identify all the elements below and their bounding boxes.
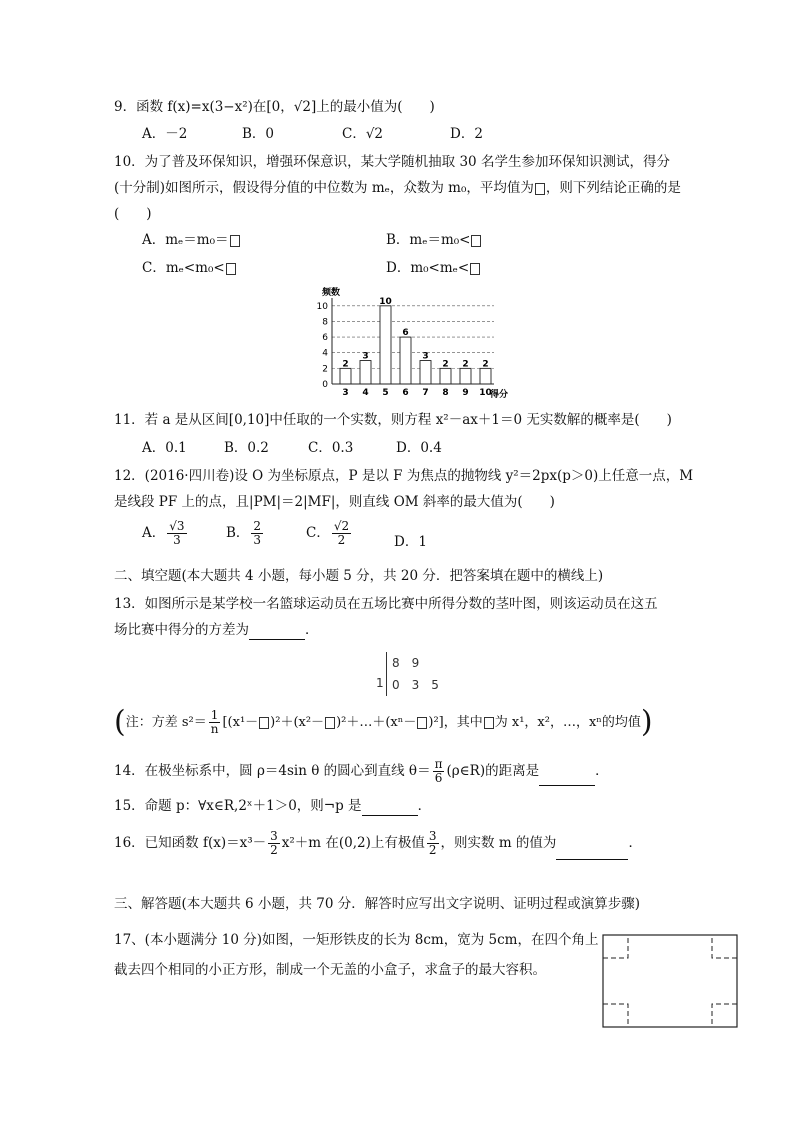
q10-option-a — [142, 230, 241, 250]
x-tick-label: 4 — [362, 388, 369, 398]
note-close-paren: ) — [640, 704, 653, 740]
q16-fraction-1 — [268, 830, 280, 857]
bar — [380, 306, 391, 384]
q14-frac-denominator: 6 — [434, 771, 443, 785]
note-frac-denominator: n — [210, 722, 219, 736]
corner-cut-bottom-right — [712, 1004, 737, 1027]
note-body-1: [(x¹－ — [222, 715, 259, 730]
bar — [420, 361, 431, 384]
q14-prefix: 14．在极坐标系中，圆 ρ＝4sin θ 的圆心到直线 θ＝ — [114, 763, 431, 779]
q13-stem-line2 — [114, 620, 319, 640]
note-body-5: 为 x¹，x²，…，xⁿ的均值 — [494, 715, 641, 730]
q16-fraction-2 — [427, 830, 439, 857]
bar-value-label: 6 — [402, 328, 409, 339]
q14-end: ． — [595, 763, 609, 779]
q10-option-a-text: A．mₑ＝m₀＝ — [142, 232, 229, 248]
mean-symbol-icon — [417, 717, 427, 729]
q12-option-a — [142, 520, 189, 547]
q10-stem-line2-text: (十分制)如图所示，假设得分值的中位数为 mₑ，众数为 m₀，平均值为 — [114, 180, 534, 196]
x-tick-label: 3 — [342, 388, 349, 398]
q12-option-b-denominator: 3 — [253, 533, 262, 547]
q16-frac2-denominator: 2 — [428, 843, 437, 857]
q11-option-c: C．0.3 — [308, 440, 354, 456]
bar — [360, 361, 371, 384]
q10-option-b — [386, 230, 482, 250]
q9-option-a: A．－2 — [142, 126, 188, 142]
q15-answer-blank — [362, 801, 418, 816]
y-tick-label: 6 — [322, 333, 328, 344]
bar — [440, 368, 451, 384]
q16-frac1-numerator: 3 — [270, 829, 278, 843]
q10-option-b-text: B．mₑ＝m₀< — [386, 232, 471, 248]
stem-leaf-stem: 1 — [376, 676, 384, 690]
q9-option-c: C．√2 — [342, 126, 384, 142]
variance-note — [114, 706, 653, 740]
chart-grid — [332, 306, 494, 369]
x-tick-label: 5 — [382, 388, 389, 398]
q12-option-b — [226, 520, 265, 547]
note-frac-numerator: 1 — [209, 709, 221, 723]
stem-leaf-bottom-leaves: 0 3 5 — [392, 678, 439, 692]
x-tick-label: 9 — [462, 388, 469, 398]
bar-value-label: 3 — [362, 351, 369, 362]
q14-frac-numerator: π — [434, 757, 443, 771]
stem-leaf-plot — [376, 650, 456, 698]
chart-bars — [340, 306, 491, 384]
q14-suffix: (ρ∈R)的距离是 — [446, 763, 540, 779]
mean-symbol-icon — [470, 263, 480, 275]
stem-leaf-top-leaves: 8 9 — [392, 656, 420, 670]
q10-option-c — [142, 258, 237, 278]
q14-fraction — [433, 758, 445, 785]
q16-stem — [114, 826, 642, 860]
corner-cut-top-right — [712, 935, 737, 958]
q12-option-c-denominator: 2 — [337, 533, 346, 547]
q12-option-d: D．1 — [394, 534, 427, 550]
q10-option-d-text: D．m₀<mₑ< — [386, 260, 470, 276]
sheet-outline — [603, 935, 737, 1027]
iron-sheet-diagram — [602, 934, 742, 1032]
bar-value-label: 10 — [379, 296, 392, 307]
q12-option-a-label: A． — [142, 525, 166, 541]
q10-stem-line3: ( ) — [114, 206, 152, 222]
q12-option-a-fraction — [167, 520, 186, 547]
mean-symbol-icon — [535, 183, 545, 195]
q9-stem: 9．函数 f(x)=x(3−x²)在[0，√2]上的最小值为( ) — [114, 99, 435, 115]
q12-stem-line1: 12．(2016·四川卷)设 O 为坐标原点，P 是以 F 为焦点的抛物线 y²＝2px(p＞0)上任意一点，M — [114, 468, 694, 484]
q12-option-b-numerator: 2 — [253, 519, 262, 533]
bar-value-label: 2 — [342, 359, 349, 370]
q15-end: ． — [417, 798, 432, 814]
y-tick-label: 10 — [316, 301, 328, 312]
q13-stem-line2-end: ． — [305, 622, 319, 638]
q12-option-b-label: B． — [226, 525, 250, 541]
y-tick-label: 8 — [322, 317, 328, 328]
q12-stem-line2: 是线段 PF 上的点，且|PM|＝2|MF|，则直线 OM 斜率的最大值为( ) — [114, 494, 555, 510]
mean-symbol-icon — [226, 263, 236, 275]
note-prefix: 注：方差 s²＝ — [125, 715, 207, 730]
q12-option-b-fraction — [251, 520, 263, 547]
q15-stem — [114, 796, 431, 816]
q16-prefix: 16．已知函数 f(x)＝x³－ — [114, 835, 267, 851]
note-open-paren: ( — [114, 704, 126, 740]
mean-symbol-icon — [259, 717, 269, 729]
q12-option-c-fraction — [332, 520, 351, 547]
note-fraction — [209, 709, 221, 736]
bar — [400, 337, 411, 384]
mean-symbol-icon — [325, 717, 335, 729]
section-2-heading: 二、填空题(本大题共 4 小题，每小题 5 分，共 20 分．把答案填在题中的横线上) — [114, 568, 604, 584]
corner-cut-top-left — [603, 935, 628, 958]
q16-suffix: ，则实数 m 的值为 — [440, 835, 557, 851]
x-tick-label: 10 — [479, 388, 492, 398]
y-axis-title: 频数 — [322, 288, 341, 298]
y-tick-label: 2 — [322, 364, 328, 375]
q16-frac1-denominator: 2 — [270, 843, 278, 857]
note-body-3: )²＋…＋(xⁿ－ — [336, 715, 417, 730]
q11-option-b: B．0.2 — [224, 440, 269, 456]
bar-value-label: 2 — [442, 359, 449, 370]
q9-option-d: D．2 — [450, 126, 483, 142]
bar-value-label: 3 — [422, 351, 429, 362]
q9-option-b: B．0 — [242, 126, 275, 142]
corner-cut-bottom-left — [603, 1004, 628, 1027]
y-tick-label: 0 — [322, 380, 328, 390]
bar-value-label: 2 — [462, 359, 469, 370]
q13-stem-line2-text: 场比赛中得分的方差为 — [114, 622, 249, 638]
q11-stem: 11．若 a 是从区间[0,10]中任取的一个实数，则方程 x²－ax＋1＝0 无实数解的概率是( ) — [114, 412, 672, 428]
q10-option-d — [386, 258, 481, 278]
q16-end: ． — [628, 835, 642, 851]
q13-stem-line1: 13．如图所示是某学校一名篮球运动员在五场比赛中所得分数的茎叶图，则该运动员在这五 — [114, 596, 658, 612]
q13-answer-blank — [249, 625, 305, 640]
q17-stem-line1: 17、(本小题满分 10 分)如图，一矩形铁皮的长为 8cm，宽为 5cm，在四个角上 — [114, 932, 599, 948]
q11-option-a: A．0.1 — [142, 440, 187, 456]
note-body-4: )²]，其中 — [428, 715, 483, 730]
mean-symbol-icon — [484, 717, 494, 729]
bar-value-label: 2 — [482, 359, 489, 370]
bar — [460, 368, 471, 384]
q14-stem — [114, 756, 609, 786]
q12-option-c-label: C． — [306, 525, 330, 541]
q15-text: 15．命题 p：∀x∈R,2ˣ＋1＞0，则¬p 是 — [114, 798, 362, 814]
q12-option-c — [306, 520, 353, 547]
y-tick-label: 4 — [322, 348, 328, 359]
note-body-2: )²＋(x²－ — [270, 715, 325, 730]
q11-option-d: D．0.4 — [396, 440, 442, 456]
x-tick-label: 6 — [402, 388, 409, 398]
section-3-heading: 三、解答题(本大题共 6 小题，共 70 分．解答时应写出文字说明、证明过程或演算步骤) — [114, 896, 640, 912]
mean-symbol-icon — [471, 235, 481, 247]
q12-option-a-numerator: √3 — [169, 519, 185, 533]
q14-answer-blank — [539, 771, 595, 786]
q16-answer-blank — [556, 845, 628, 860]
bar — [480, 368, 491, 384]
q16-mid: x²＋m 在(0,2)上有极值 — [281, 835, 425, 851]
stem-leaf-divider — [386, 652, 387, 696]
q12-option-c-numerator: √2 — [333, 519, 350, 533]
q10-stem-line1: 10．为了普及环保知识，增强环保意识，某大学随机抽取 30 名学生参加环保知识测试，得分 — [114, 154, 670, 170]
x-axis-title: 得分 — [490, 390, 509, 400]
q16-frac2-numerator: 3 — [428, 829, 437, 843]
mean-symbol-icon — [230, 235, 240, 247]
bar — [340, 368, 351, 384]
q10-option-c-text: C．mₑ<m₀< — [142, 260, 225, 276]
q10-stem-line2 — [114, 178, 681, 198]
q17-stem-line2: 截去四个相同的小正方形，制成一个无盖的小盒子，求盒子的最大容积。 — [114, 962, 546, 978]
x-tick-label: 8 — [442, 388, 449, 398]
x-tick-label: 7 — [422, 388, 429, 398]
q12-option-a-denominator: 3 — [173, 533, 181, 547]
score-frequency-chart — [308, 284, 514, 402]
q10-stem-line2-end: ，则下列结论正确的是 — [545, 180, 681, 196]
